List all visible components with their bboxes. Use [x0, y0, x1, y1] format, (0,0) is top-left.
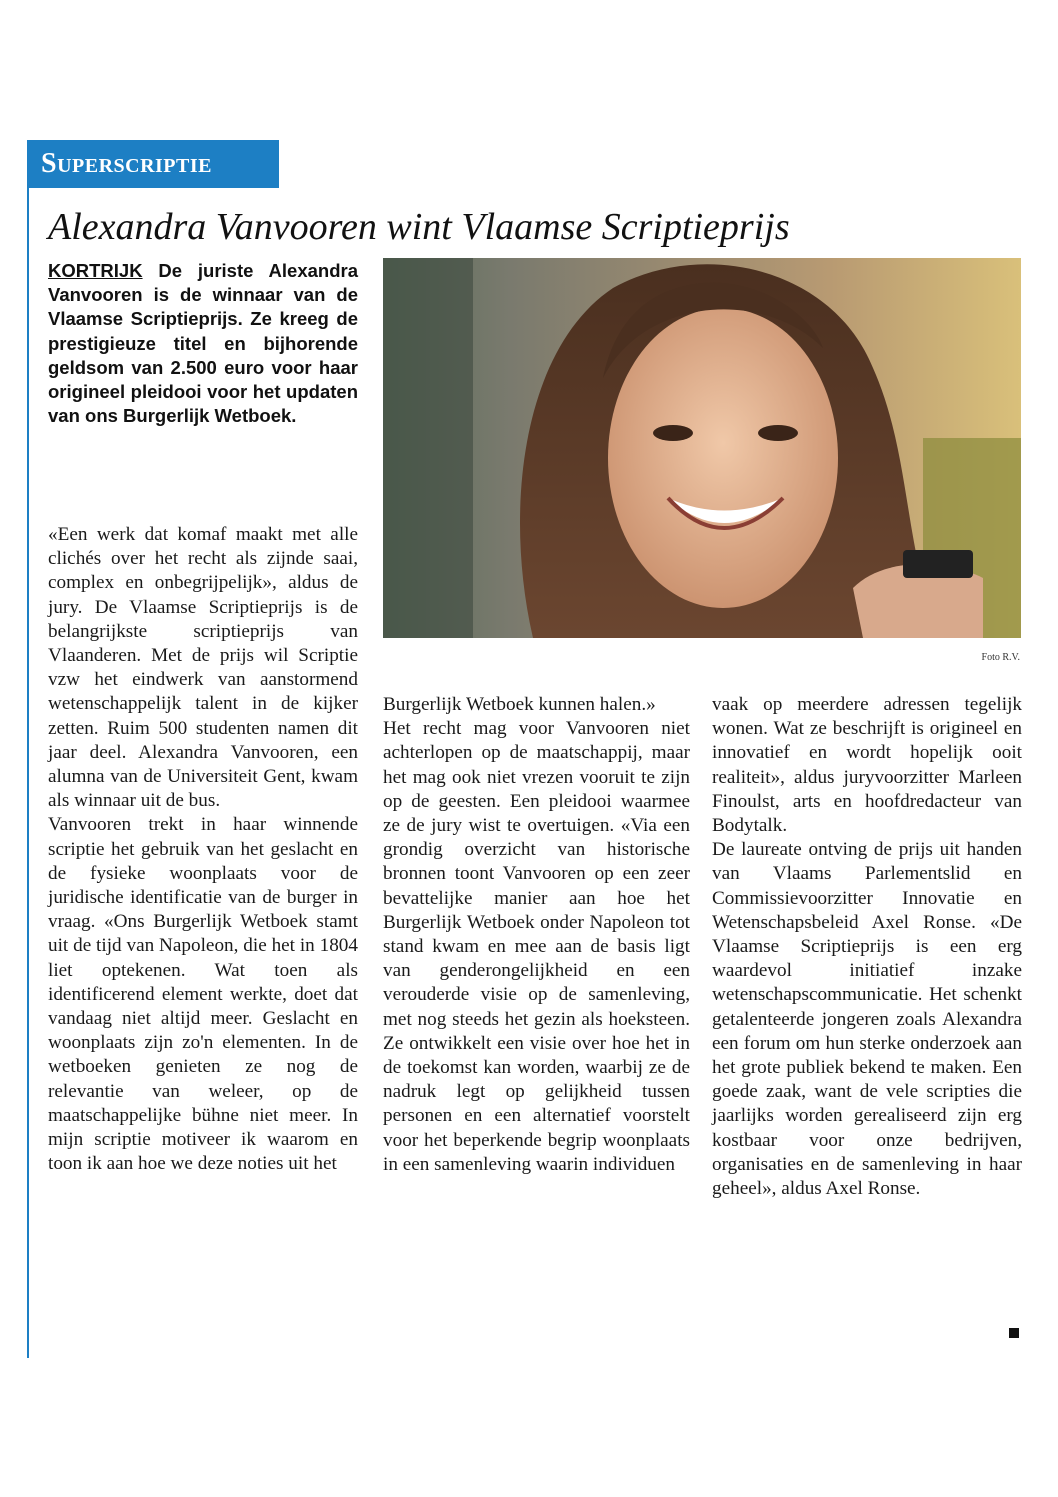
- body-column-2: [383, 693, 690, 1177]
- body-column-3: [712, 693, 1022, 1201]
- paragraph: De laureate ontving de prijs uit handen van Vlaams Parlementslid en Commissievoorzitter Innovatie en Wetenschapsbeleid Axel Ronse. «De Vlaamse Scriptieprijs is een erg waardevol initiatief inzake wetenschapscommunicatie. Het schenkt getalenteerde jongeren zoals Alexandra een forum om hun sterke onderzoek aan het grote publiek bekend te maken. Een goede zaak, want de vele scripties die jaarlijks worden gerealiseerd zijn erg kostbaar voor onze bedrijven, organisaties en de samenleving in haar geheel», aldus Axel Ronse.: [712, 839, 1022, 1200]
- section-kicker: Superscriptie: [27, 140, 279, 188]
- paragraph: «Een werk dat komaf maakt met alle clichés over het recht als zijnde saai, complex en onbegrijpelijk», aldus de jury. De Vlaamse Scriptieprijs is de belangrijkste scriptieprijs van Vlaanderen. Met de prijs wil Scriptie vzw het eindwerk van aanstormend wetenschappelijk talent in de kijker zetten. Ruim 500 studenten namen dit jaar deel. Alexandra Vanvooren, een alumna van de Universiteit Gent, kwam als winnaar uit de bus.: [48, 524, 358, 812]
- article-lead: [48, 259, 358, 428]
- paragraph: Burgerlijk Wetboek kunnen halen.»: [383, 694, 656, 715]
- body-column-1: [48, 523, 358, 1176]
- photo-credit: Foto R.V.: [981, 652, 1020, 663]
- article-headline: Alexandra Vanvooren wint Vlaamse Scriptieprijs: [48, 206, 790, 248]
- paragraph: Het recht mag voor Vanvooren niet achterlopen op de maatschappij, maar het mag ook niet vrezen vooruit te zijn op de geesten. Een pleidooi waarmee ze de jury wist te overtuigen. «Via een grondig overzicht van historische bronnen toont Vanvooren op een zeer bevattelijke manier aan hoe het Burgerlijk Wetboek onder Napoleon tot stand kwam en mee aan de basis ligt van genderongelijkheid en een verouderde visie op de samenleving, met nog steeds het gezin als hoeksteen. Ze ontwikkelt een visie over hoe het in de toekomst kan worden, waarbij ze de nadruk legt op gelijkheid tussen personen en een alternatief voorstelt voor het beperkende begrip woonplaats in een samenleving waarin individuen: [383, 718, 690, 1175]
- paragraph: vaak op meerdere adressen tegelijk wonen. Wat ze beschrijft is origineel en innovatief en wordt hopelijk ooit realiteit», aldus juryvoorzitter Marleen Finoulst, arts en hoofdredacteur van Bodytalk.: [712, 694, 1022, 837]
- dateline: KORTRIJK: [48, 260, 143, 281]
- article-photo: [383, 258, 1021, 638]
- section-rule: [27, 188, 29, 1358]
- end-mark: [1009, 1328, 1019, 1338]
- lead-text: De juriste Alexandra Vanvooren is de winnaar van de Vlaamse Scriptieprijs. Ze kreeg de prestigieuze titel en bijhorende geldsom van 2.500 euro voor haar origineel pleidooi voor het updaten van ons Burgerlijk Wetboek.: [48, 260, 358, 427]
- paragraph: Vanvooren trekt in haar winnende scriptie het gebruik van het geslacht en de fysieke woonplaats voor de juridische identificatie van de burger in vraag. «Ons Burgerlijk Wetboek stamt uit de tijd van Napoleon, die het in 1804 liet optekenen. Wat toen als identificerend element werkte, doet dat vandaag niet altijd meer. Geslacht en woonplaats zijn zo'n elementen. In de wetboeken genieten ze nog de relevantie van weleer, op de maatschappelijke bühne niet meer. In mijn scriptie motiveer ik waarom en toon ik aan hoe we deze noties uit het: [48, 814, 358, 1175]
